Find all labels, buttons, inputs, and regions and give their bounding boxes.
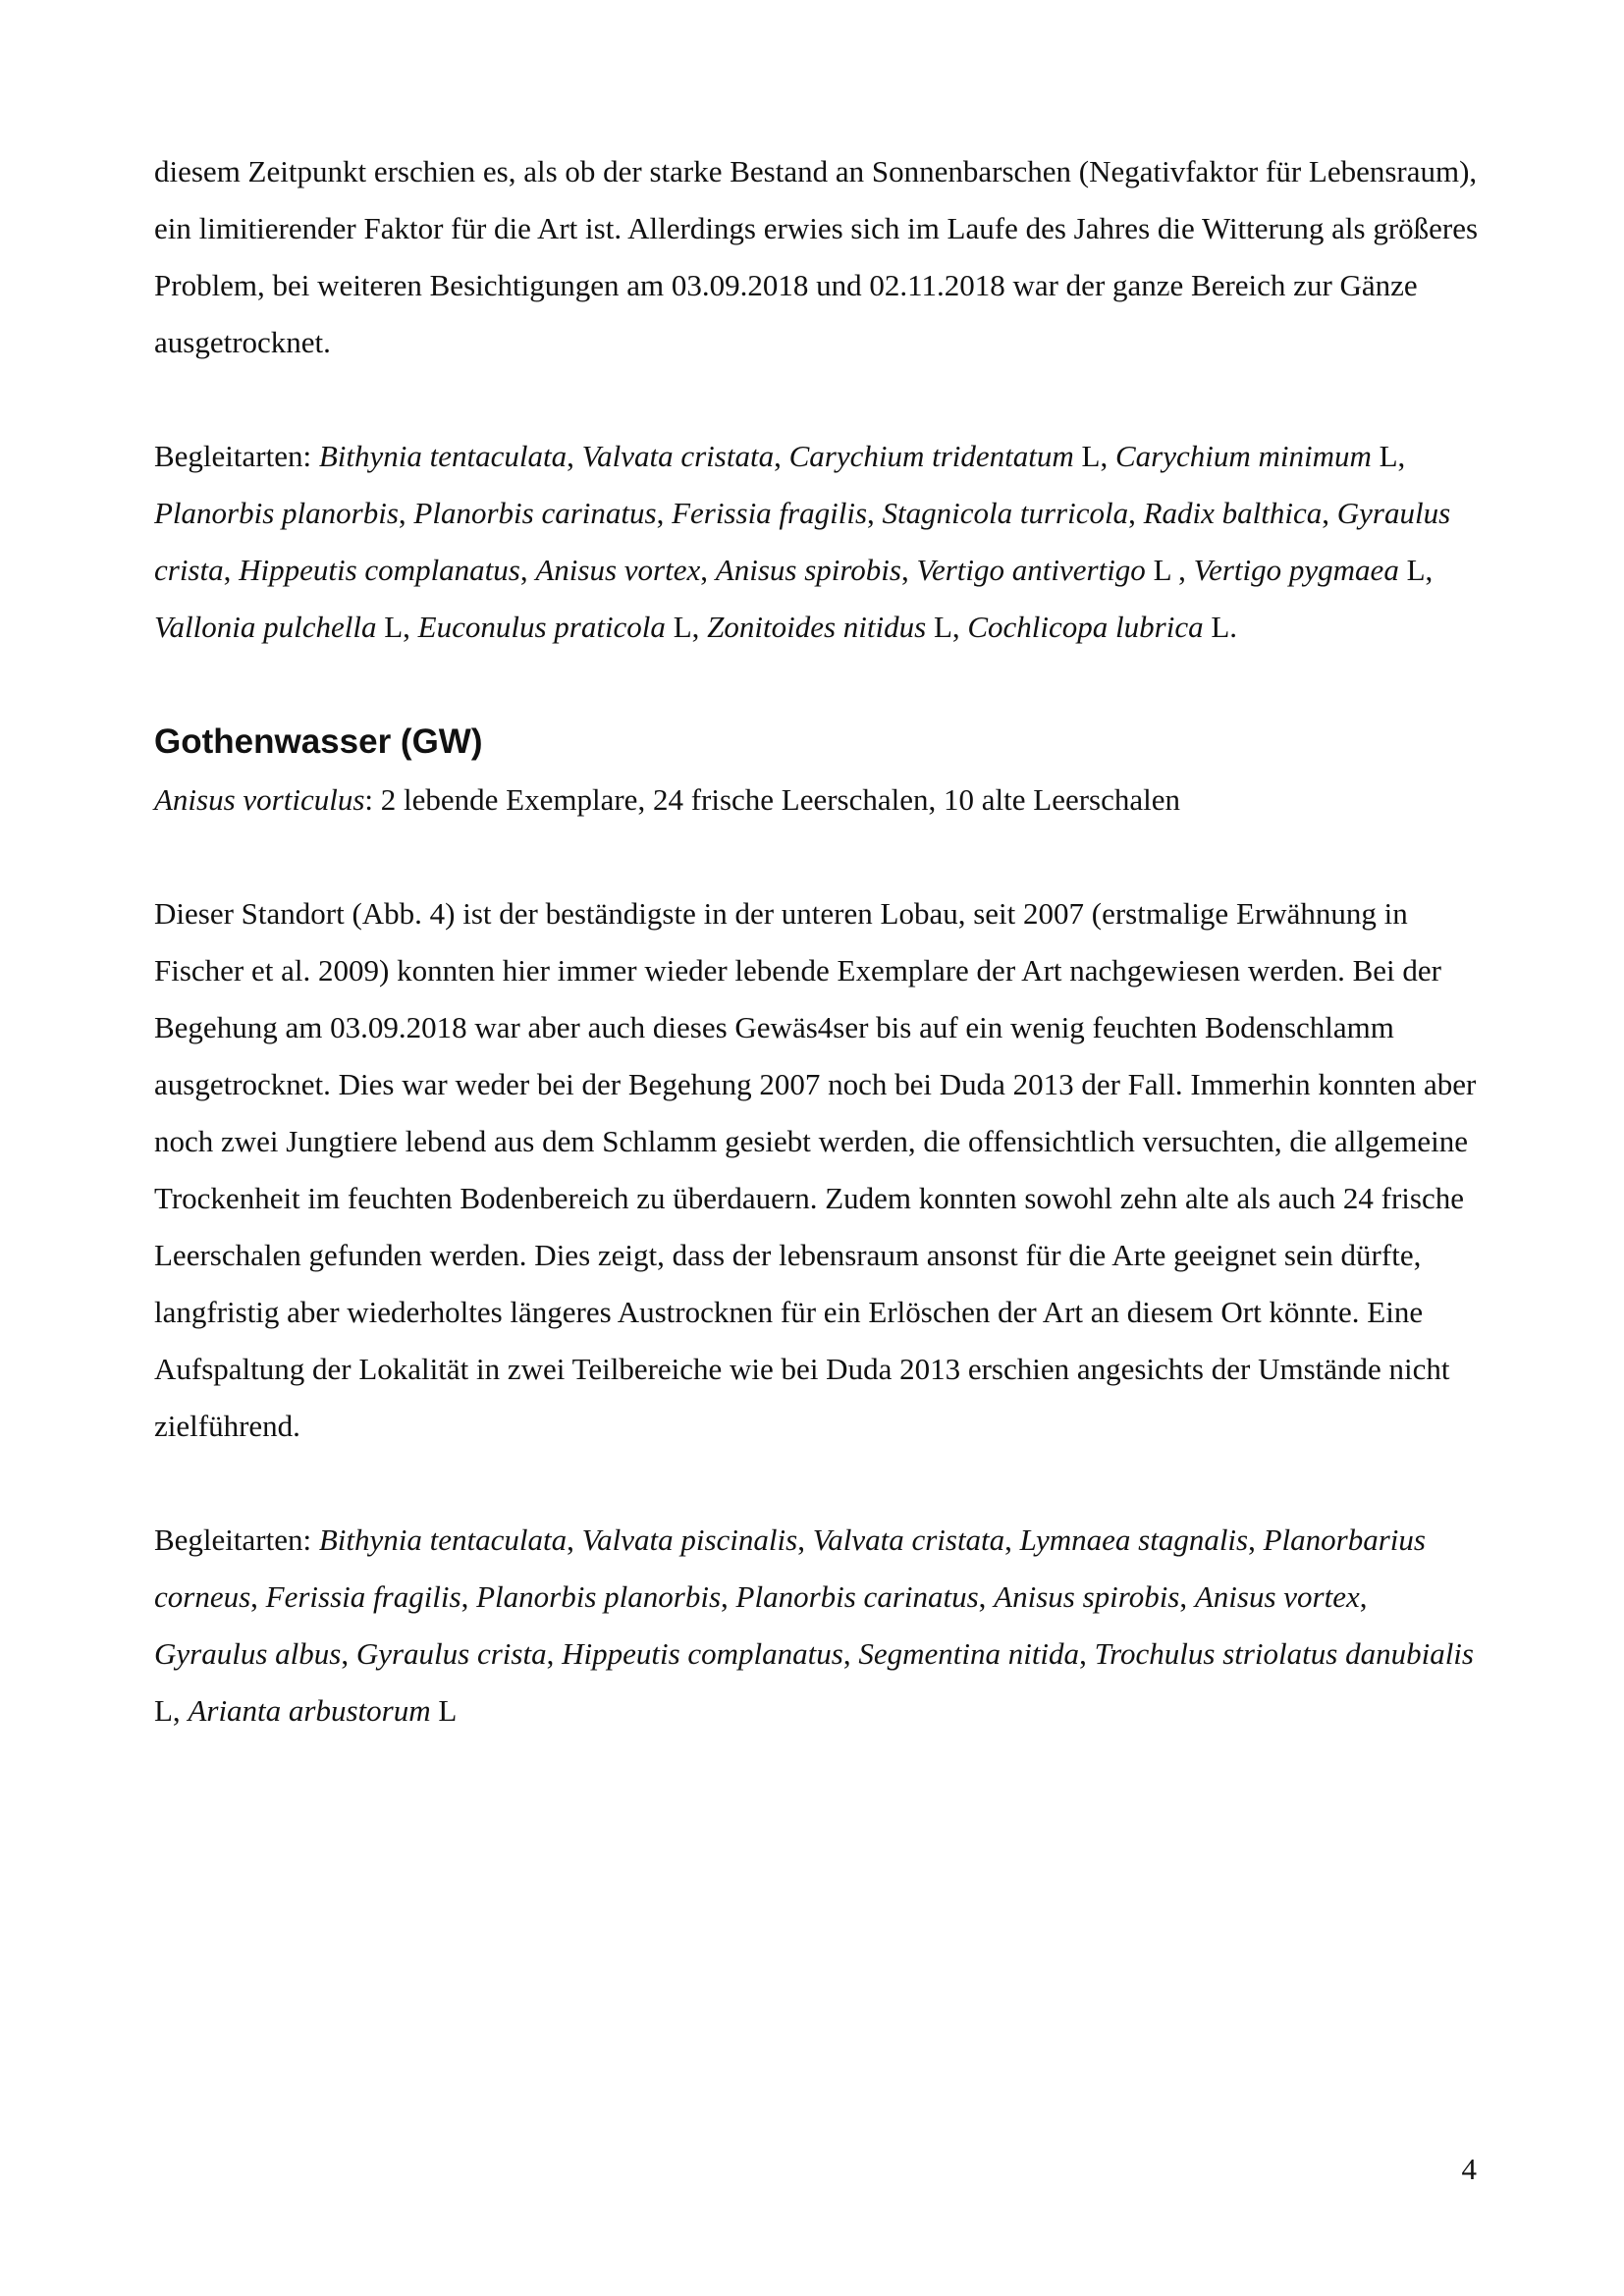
species-separator: ,	[460, 1579, 477, 1614]
species-separator: L,	[154, 1693, 189, 1728]
species-name: Planorbis carinatus	[413, 496, 657, 530]
paragraph-site-description: Dieser Standort (Abb. 4) ist der beständigste in der unteren Lobau, seit 2007 (erstmalige Erwähnung in Fischer et al. 2009) konnten hier immer wieder lebende Exemplare der Art nachgewiesen werden. Bei der Begehung am 03.09.2018 war aber auch dieses Gewäs4ser bis auf ein wenig feuchten Bodenschlamm ausgetrocknet. Dies war weder bei der Begehung 2007 noch bei Duda 2013 der Fall. Immerhin konnten aber noch zwei Jungtiere lebend aus dem Schlamm gesiebt werden, die offensichtlich versuchten, die allgemeine Trockenheit im feuchten Bodenbereich zu überdauern. Zudem konnten sowohl zehn alte als auch 24 frische Leerschalen gefunden werden. Dies zeigt, dass der lebensraum ansonst für die Arte geeignet sein dürfte, langfristig aber wiederholtes längeres Austrocknen für ein Erlöschen der Art an diesem Ort könnte. Eine Aufspaltung der Lokalität in zwei Teilbereiche wie bei Duda 2013 erschien angesichts der Umstände nicht zielführend.	[154, 896, 1477, 1443]
species-name: Bithynia tentaculata	[318, 1522, 568, 1557]
species-name: Bithynia tentaculata	[318, 439, 568, 473]
species-separator: ,	[1004, 1522, 1020, 1557]
page-number: 4	[1461, 2152, 1477, 2186]
species-separator: ,	[1322, 496, 1337, 530]
species-separator: ,	[797, 1522, 813, 1557]
species-separator: L.	[1203, 610, 1238, 644]
species-separator: ,	[656, 496, 673, 530]
species-name: Zonitoides nitidus	[707, 610, 927, 644]
species-separator: ,	[1248, 1522, 1264, 1557]
species-separator: ,	[341, 1636, 356, 1671]
species-name: Anisus spirobis	[715, 553, 901, 587]
species-separator: ,	[1128, 496, 1144, 530]
species-name: Gyraulus crista	[355, 1636, 547, 1671]
paragraph-intro: diesem Zeitpunkt erschien es, als ob der starke Bestand an Sonnenbarschen (Negativfaktor für Lebensraum), ein limitierender Faktor für die Art ist. Allerdings erwies sich im Laufe des Jahres die Witterung als größeres Problem, bei weiteren Besichtigungen am 03.09.2018 und 02.11.2018 war der ganze Bereich zur Gänze ausgetrocknet.	[154, 154, 1479, 359]
species-separator: L ,	[1145, 553, 1194, 587]
species-separator: L,	[665, 610, 708, 644]
page-content	[154, 143, 1480, 1739]
species-separator: L,	[1073, 439, 1115, 473]
species-name: Hippeutis complanatus	[239, 553, 520, 587]
species-name: Planorbis planorbis	[476, 1579, 722, 1614]
species-separator: L	[430, 1693, 458, 1728]
companion-species-list-1	[154, 428, 1480, 656]
species-separator: ,	[546, 1636, 563, 1671]
species-separator: ,	[398, 496, 414, 530]
species-name: Vertigo pygmaea	[1193, 553, 1399, 587]
species-name: Valvata cristata	[581, 439, 775, 473]
species-name: Anisus vortex	[535, 553, 701, 587]
species-name: Radix balthica	[1143, 496, 1323, 530]
species-name: Carychium minimum	[1114, 439, 1372, 473]
species-name: Lymnaea stagnalis	[1019, 1522, 1249, 1557]
species-separator: ,	[700, 553, 716, 587]
species-separator: ,	[223, 553, 240, 587]
species-separator: L,	[1398, 553, 1434, 587]
companion-species-items	[154, 1522, 1474, 1728]
species-separator: ,	[774, 439, 789, 473]
species-separator: ,	[978, 1579, 995, 1614]
species-name: Planorbis carinatus	[735, 1579, 979, 1614]
species-separator: ,	[567, 439, 582, 473]
species-name: Euconulus praticola	[417, 610, 666, 644]
species-name: Carychium tridentatum	[788, 439, 1074, 473]
summary-species-name: Anisus vorticulus	[154, 782, 365, 817]
summary-counts: : 2 lebende Exemplare, 24 frische Leerschalen, 10 alte Leerschalen	[364, 782, 1180, 817]
species-name: Cochlicopa lubrica	[967, 610, 1204, 644]
species-separator: ,	[721, 1579, 736, 1614]
species-separator: ,	[250, 1579, 266, 1614]
species-name: Gyraulus albus	[154, 1636, 342, 1671]
species-name: Planorbis planorbis	[154, 496, 399, 530]
species-name: Vallonia pulchella	[154, 610, 377, 644]
species-separator: ,	[519, 553, 536, 587]
species-name: Trochulus striolatus danubialis	[1094, 1636, 1474, 1671]
species-separator: L,	[1371, 439, 1406, 473]
section-heading-gothenwasser: Gothenwasser (GW)	[154, 722, 483, 761]
species-separator: L,	[926, 610, 968, 644]
species-name: Stagnicola turricola	[882, 496, 1129, 530]
species-name: Anisus spirobis	[994, 1579, 1180, 1614]
companion-species-label: Begleitarten:	[154, 1522, 319, 1557]
companion-species-label: Begleitarten:	[154, 439, 319, 473]
species-separator: ,	[1179, 1579, 1195, 1614]
species-separator: ,	[900, 553, 917, 587]
species-name: Hippeutis complanatus	[562, 1636, 843, 1671]
species-name: Ferissia fragilis	[672, 496, 868, 530]
species-separator: ,	[567, 1522, 582, 1557]
species-separator: ,	[867, 496, 883, 530]
species-separator: L,	[376, 610, 418, 644]
species-summary	[154, 772, 1480, 828]
species-name: Arianta arbustorum	[188, 1693, 431, 1728]
species-name: Anisus vortex	[1194, 1579, 1360, 1614]
species-separator: ,	[842, 1636, 859, 1671]
species-name: Valvata cristata	[812, 1522, 1005, 1557]
species-separator: ,	[1359, 1579, 1368, 1614]
companion-species-items	[154, 439, 1450, 644]
species-name: Gyraulus crista	[154, 496, 1451, 587]
species-name: Valvata piscinalis	[581, 1522, 798, 1557]
companion-species-list-2	[154, 1512, 1480, 1739]
species-separator: ,	[1079, 1636, 1095, 1671]
species-name: Planorbarius corneus	[154, 1522, 1426, 1614]
species-name: Vertigo antivertigo	[916, 553, 1146, 587]
species-name: Ferissia fragilis	[265, 1579, 461, 1614]
species-name: Segmentina nitida	[858, 1636, 1080, 1671]
